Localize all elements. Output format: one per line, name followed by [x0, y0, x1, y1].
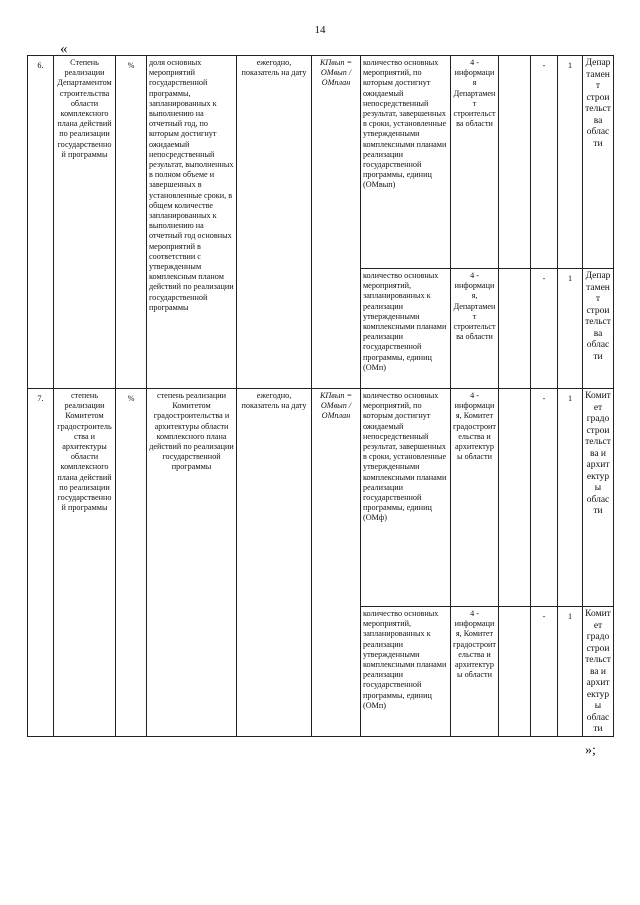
dash-cell: -: [531, 607, 558, 737]
unit-of-measure: %: [116, 56, 147, 389]
responsible-body: Комитет градостроительства и архитектуры области: [583, 389, 614, 607]
table-row: [28, 56, 614, 269]
collection-method: 4 - информация, Комитет градостроительства и архитектуры области: [451, 607, 499, 737]
one-cell: 1: [558, 56, 583, 269]
one-cell: 1: [558, 389, 583, 607]
closing-quote-mark: »;: [585, 743, 596, 758]
one-cell: 1: [558, 607, 583, 737]
collection-method: 4 - информация, Департамент строительства области: [451, 269, 499, 389]
unit-of-measure: %: [116, 389, 147, 737]
collection-method: 4 - информация, Комитет градостроительства и архитектуры области: [451, 389, 499, 607]
responsible-body: Департамент строительства области: [583, 269, 614, 389]
indicator-definition: степень реализации Комитетом градостроительства и архитектуры области комплексного плана действий по реализации государственной программы: [147, 389, 237, 737]
collection-method: 4 - информация Департамент строительства области: [451, 56, 499, 269]
indicators-table: [27, 55, 614, 737]
indicator-name: Степень реализации Департаментом строительства области комплексного плана действий по реализации государственной программы: [54, 56, 116, 389]
indicator-name: степень реализации Комитетом градостроительства и архитектуры области комплексного плана действий по реализации государственной программы: [54, 389, 116, 737]
empty-cell: [499, 607, 531, 737]
empty-cell: [499, 56, 531, 269]
opening-quote-mark: «: [60, 41, 68, 57]
base-indicator: количество основных мероприятий, запланированных к реализации утвержденными комплексными планами реализации государственной программы, единиц (ОМп): [361, 269, 451, 389]
base-indicator: количество основных мероприятий, по которым достигнут ожидаемый непосредственный результат, завершенных в сроки, установленные утвержденными комплексными планами реализации государственной программы, единиц (ОМвып): [361, 56, 451, 269]
dash-cell: -: [531, 56, 558, 269]
responsible-body: Комитет градостроительства и архитектуры области: [583, 607, 614, 737]
base-indicator: количество основных мероприятий, по которым достигнут ожидаемый непосредственный результат, завершенных в сроки, установленные утвержденными комплексными планами реализации государственной программы, единиц (ОМф): [361, 389, 451, 607]
one-cell: 1: [558, 269, 583, 389]
periodicity: ежегодно, показатель на дату: [237, 56, 312, 389]
formula: КПвып = ОМвып /ОМплан: [312, 389, 361, 737]
table-row: [28, 389, 614, 607]
dash-cell: -: [531, 389, 558, 607]
responsible-body: Департамент строительства области: [583, 56, 614, 269]
dash-cell: -: [531, 269, 558, 389]
formula: КПвып = ОМвып /ОМплан: [312, 56, 361, 389]
base-indicator: количество основных мероприятий, запланированных к реализации утвержденными комплексными планами реализации государственной программы, единиц (ОМп): [361, 607, 451, 737]
row-number: 6.: [28, 56, 54, 389]
page-number: 14: [314, 24, 326, 36]
periodicity: ежегодно, показатель на дату: [237, 389, 312, 737]
empty-cell: [499, 269, 531, 389]
indicator-definition: доля основных мероприятий государственной программы, запланированных к выполнению на отчетный год, по которым достигнут ожидаемый непосредственный результат, выполненных в полном объеме и завершенных в установленные сроки, в общем количестве запланированных к выполнению на отчетный год основных мероприятий в соответствии с утвержденным комплексным планом действий по реализации государственной программы: [147, 56, 237, 389]
row-number: 7.: [28, 389, 54, 737]
empty-cell: [499, 389, 531, 607]
